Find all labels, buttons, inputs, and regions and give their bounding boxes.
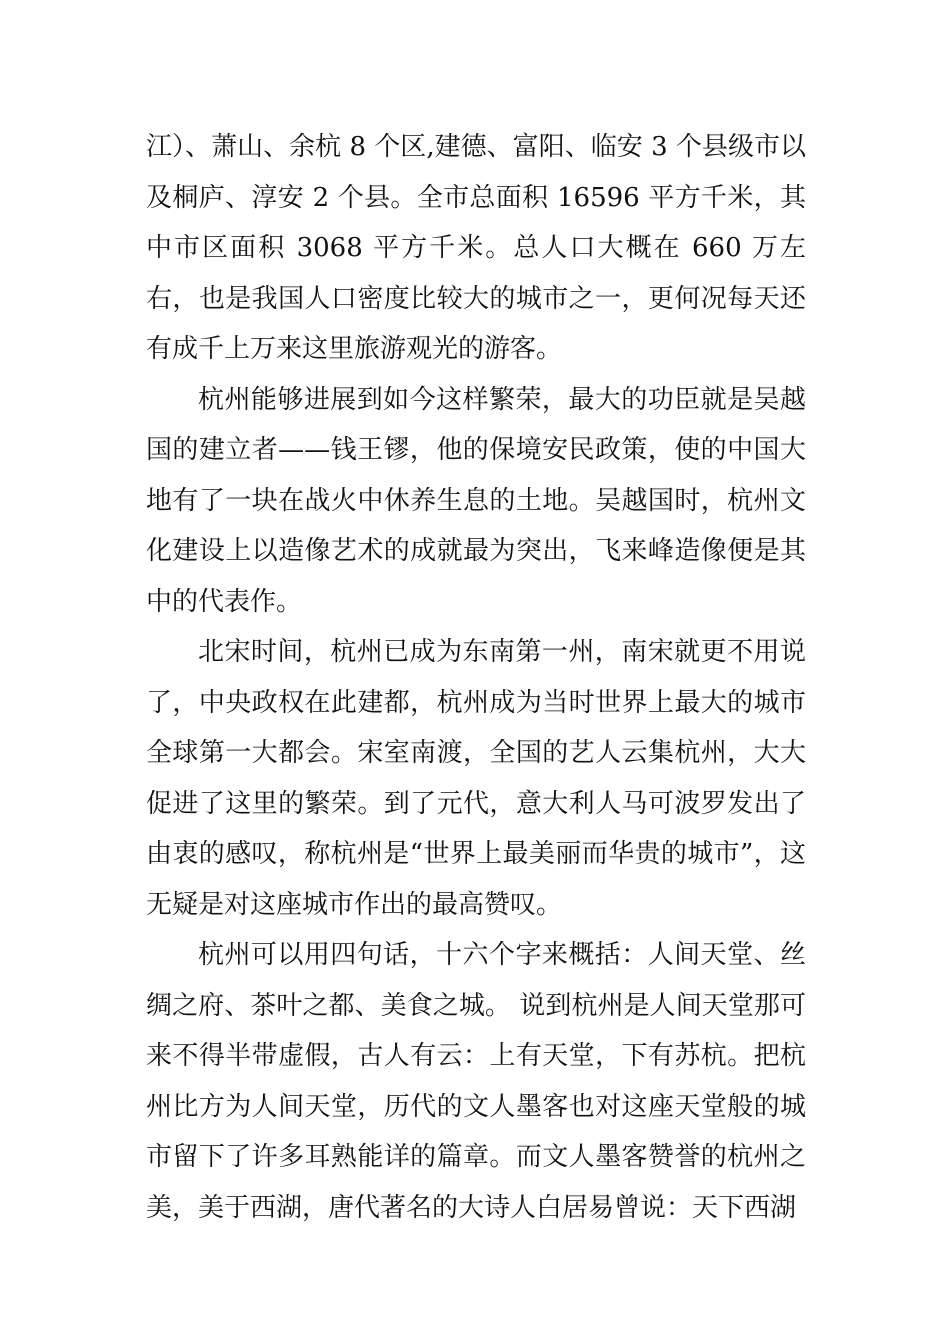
paragraph-1: 江）、萧山、余杭 8 个区,建德、富阳、临安 3 个县级市以及桐庐、淳安 2 个县。全市总面积 16596 平方千米，其中市区面积 3068 平方千米。总人口大概在 660 万左右，也是我国人口密度比较大的城市之一，更何况每天还有成千上万来这里旅游观光的游客。 (146, 132, 806, 364)
document-body (146, 122, 806, 1233)
paragraph-2: 杭州能够进展到如今这样繁荣，最大的功臣就是吴越国的建立者——钱王镠，他的保境安民政策，使的中国大地有了一块在战火中休养生息的土地。吴越国时，杭州文化建设上以造像艺术的成就最为突出，飞来峰造像便是其中的代表作。 (146, 384, 806, 617)
paragraph-3: 北宋时间，杭州已成为东南第一州，南宋就更不用说了，中央政权在此建都，杭州成为当时世界上最大的城市全球第一大都会。宋室南渡，全国的艺人云集杭州，大大促进了这里的繁荣。到了元代，意大利人马可波罗发出了由衷的感叹，称杭州是“世界上最美丽而华贵的城市”，这无疑是对这座城市作出的最高赞叹。 (146, 637, 806, 920)
paragraph-4: 杭州可以用四句话，十六个字来概括：人间天堂、丝绸之府、茶叶之都、美食之城。 说到杭州是人间天堂那可来不得半带虚假，古人有云：上有天堂，下有苏杭。把杭州比方为人间天堂，历代的文人墨客也对这座天堂般的城市留下了许多耳熟能详的篇章。而文人墨客赞誉的杭州之美，美于西湖，唐代著名的大诗人白居易曾说：天下西湖 (146, 940, 806, 1223)
